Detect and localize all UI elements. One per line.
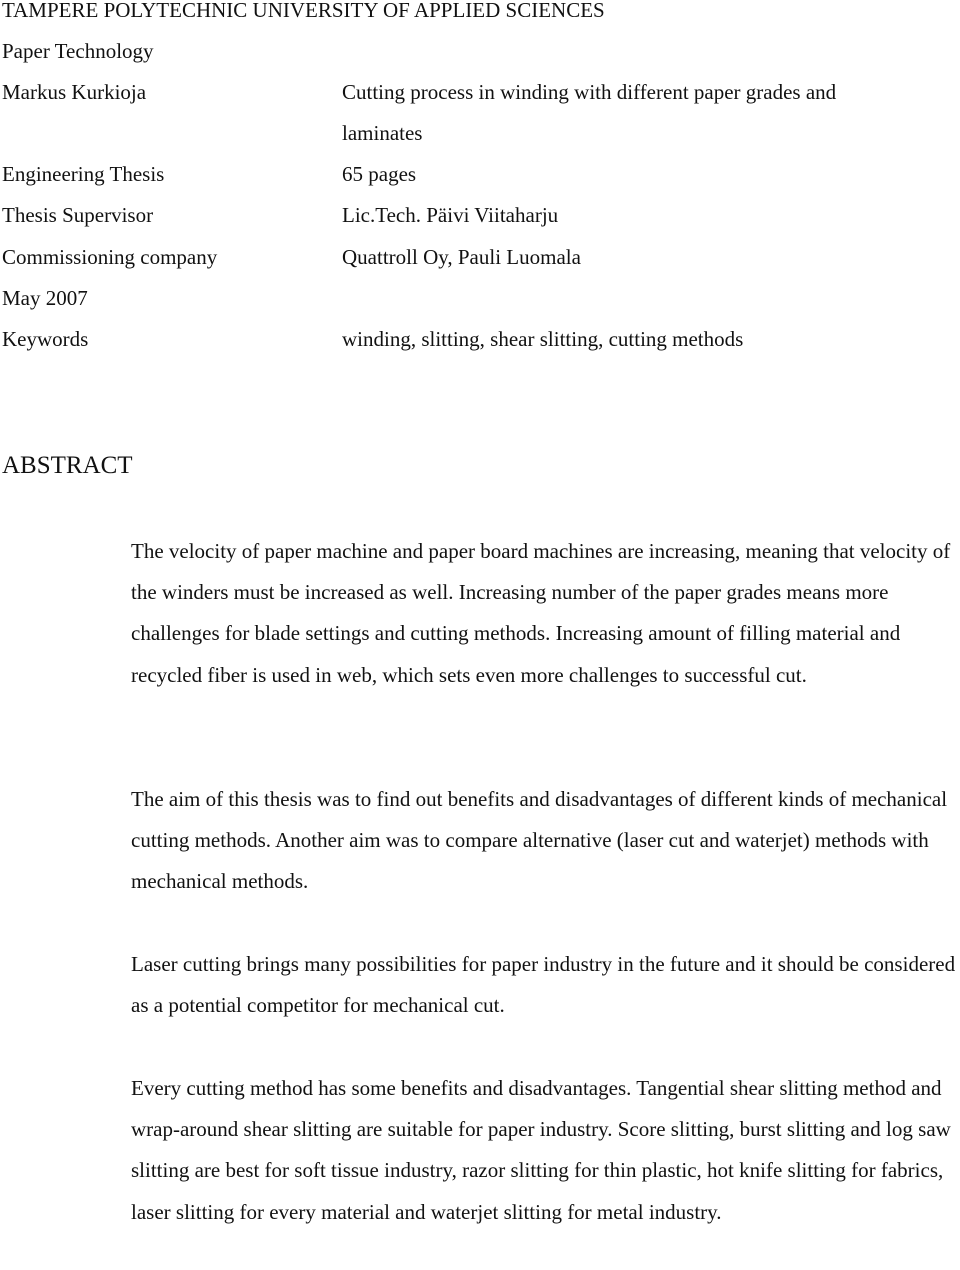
supervisor-label: Thesis Supervisor — [2, 203, 154, 227]
program-name: Paper Technology — [2, 39, 154, 63]
company-name: Quattroll Oy, Pauli Luomala — [342, 245, 581, 269]
abstract-paragraph-2: The aim of this thesis was to find out benefits and disadvantages of different kinds of mechanical cutting methods. Another aim was to compare alternative (laser cut and waterjet) methods with mechanical methods. — [131, 787, 948, 894]
thesis-title-line-1: Cutting process in winding with different paper grades and — [342, 80, 837, 104]
abstract-paragraph-1: The velocity of paper machine and paper board machines are increasing, meaning that velocity of the winders must be increased as well. Increasing number of the paper grades means more challenges for blade settings and cutting methods. Increasing amount of filling material and recycled fiber is used in web, which sets even more challenges to successful cut. — [131, 539, 951, 687]
thesis-type: Engineering Thesis — [2, 162, 165, 186]
company-label: Commissioning company — [2, 245, 218, 269]
abstract-paragraph-3: Laser cutting brings many possibilities for paper industry in the future and it should be considered as a potential competitor for mechanical cut. — [131, 952, 956, 1018]
abstract-heading: ABSTRACT — [2, 452, 133, 479]
institution-name: TAMPERE POLYTECHNIC UNIVERSITY OF APPLIED SCIENCES — [2, 0, 605, 22]
thesis-title-line-2: laminates — [342, 121, 423, 145]
author-name: Markus Kurkioja — [2, 80, 147, 104]
keywords-label: Keywords — [2, 327, 89, 351]
page-count: 65 pages — [342, 162, 417, 186]
abstract-paragraph-4: Every cutting method has some benefits and disadvantages. Tangential shear slitting method and wrap-around shear slitting are suitable for paper industry. Score slitting, burst slitting and log saw slitting are best for soft tissue industry, razor slitting for thin plastic, hot knife slitting for fabrics, laser slitting for every material and waterjet slitting for metal industry. — [131, 1076, 951, 1224]
thesis-date: May 2007 — [2, 286, 88, 310]
supervisor-name: Lic.Tech. Päivi Viitaharju — [342, 203, 559, 227]
keywords-value: winding, slitting, shear slitting, cutting methods — [342, 327, 744, 351]
